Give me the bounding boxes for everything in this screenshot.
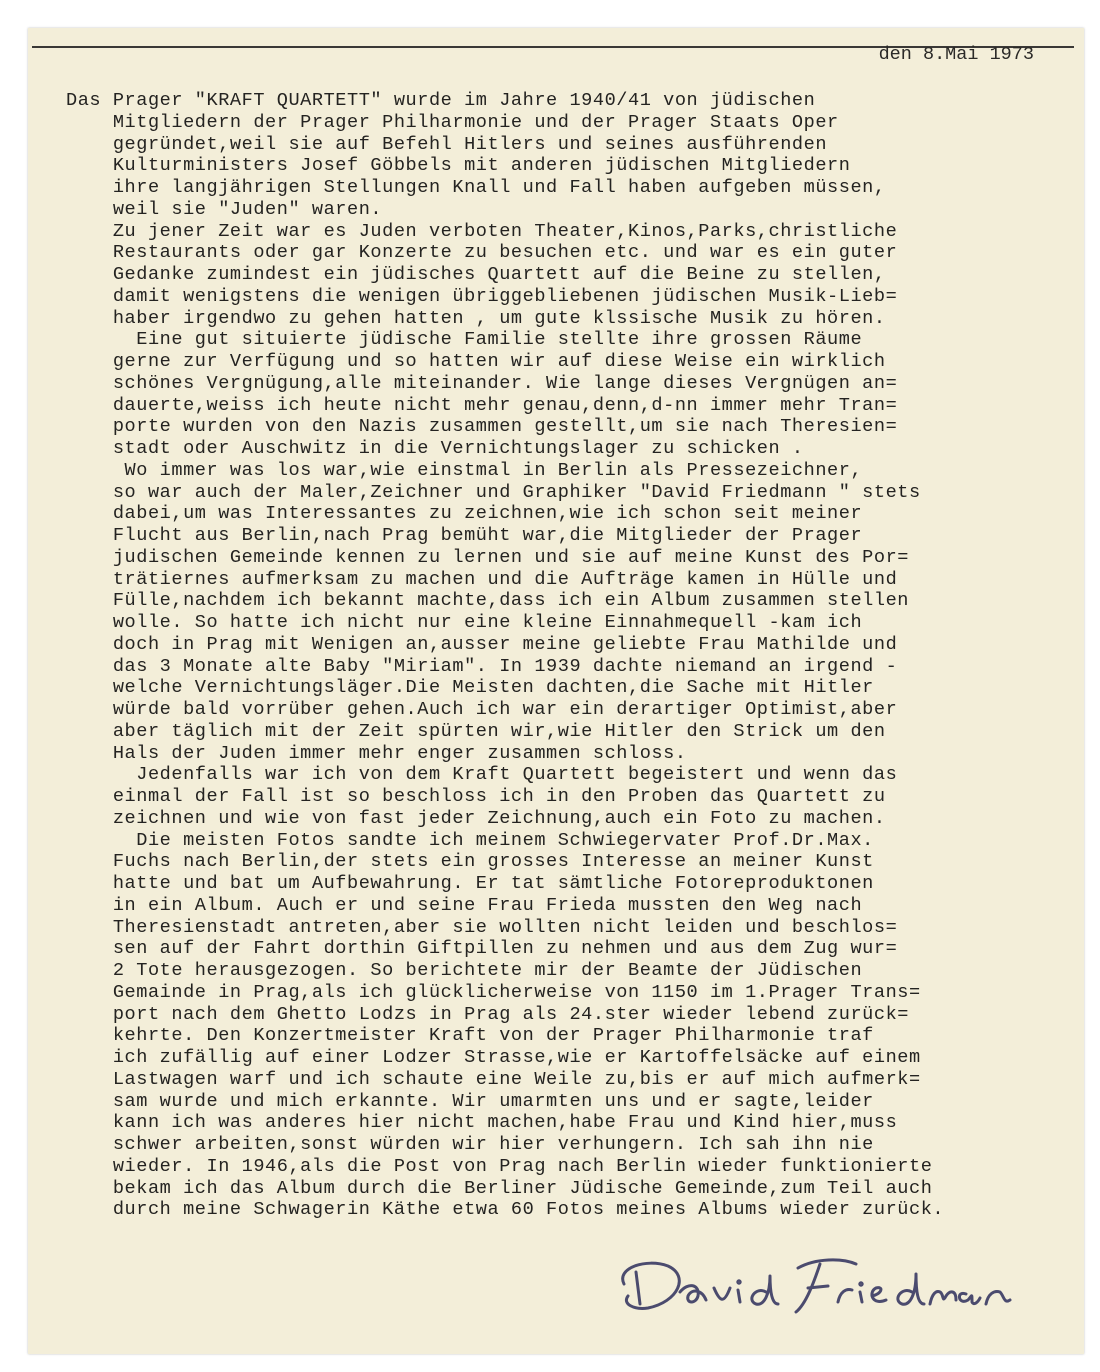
letter-line: damit wenigstens die wenigen übriggebliebenen jüdischen Musik-Lieb=: [66, 285, 898, 307]
letter-line: dabei,um was Interessantes zu zeichnen,wie ich schon seit meiner: [66, 503, 863, 525]
letter-line: welche Vernichtungsläger.Die Meisten dachten,die Sache mit Hitler: [66, 677, 874, 699]
letter-line: porte wurden von den Nazis zusammen gestellt,um sie nach Theresien=: [66, 416, 898, 438]
letter-line: Lastwagen warf und ich schaute eine Weile zu,bis er auf mich aufmerk=: [66, 1068, 921, 1090]
letter-body: [66, 90, 944, 1221]
letter-line: Mitgliedern der Prager Philharmonie und der Prager Staats Oper: [66, 111, 839, 133]
letter-line: Hals der Juden immer mehr enger zusammen schloss.: [66, 742, 687, 764]
letter-line: zeichnen und wie von fast jeder Zeichnung,auch ein Foto zu machen.: [66, 807, 886, 829]
letter-line: einmal der Fall ist so beschloss ich in den Proben das Quartett zu: [66, 786, 886, 807]
letter-line: kehrte. Den Konzertmeister Kraft von der Prager Philharmonie traf: [66, 1025, 874, 1047]
letter-page: [28, 28, 1084, 1354]
letter-line: aber täglich mit der Zeit spürten wir,wie Hitler den Strick um den: [66, 720, 886, 742]
letter-line: das 3 Monate alte Baby "Miriam". In 1939 dachte niemand an irgend -: [66, 655, 898, 677]
letter-line: Die meisten Fotos sandte ich meinem Schwiegervater Prof.Dr.Max.: [66, 829, 874, 851]
letter-line: schwer arbeiten,sonst würden wir hier verhungern. Ich sah ihn nie: [66, 1134, 874, 1155]
letter-line: dauerte,weiss ich heute nicht mehr genau,denn,d-nn immer mehr Tran=: [66, 394, 898, 416]
letter-line: Gedanke zumindest ein jüdisches Quartett auf die Beine zu stellen,: [66, 264, 886, 285]
letter-line: bekam ich das Album durch die Berliner Jüdische Gemeinde,zum Teil auch: [66, 1177, 933, 1199]
letter-line: Jedenfalls war ich von dem Kraft Quartett begeistert und wenn das: [66, 764, 898, 786]
letter-line: so war auch der Maler,Zeichner und Graphiker "David Friedmann " stets: [66, 481, 921, 503]
letter-line: würde bald vorrüber gehen.Auch ich war ein derartiger Optimist,aber: [66, 699, 898, 720]
letter-line: Wo immer was los war,wie einstmal in Berlin als Pressezeichner,: [66, 459, 863, 481]
letter-line: wieder. In 1946,als die Post von Prag nach Berlin wieder funktionierte: [66, 1155, 933, 1177]
letter-line: Eine gut situierte jüdische Familie stellte ihre grossen Räume: [66, 329, 863, 351]
letter-line: in ein Album. Auch er und seine Frau Frieda mussten den Weg nach: [66, 894, 863, 916]
letter-line: schönes Vergnügung,alle miteinander. Wie lange dieses Vergnügen an=: [66, 372, 898, 394]
letter-line: gegründet,weil sie auf Befehl Hitlers und seines ausführenden: [66, 133, 828, 155]
letter-line: 2 Tote herausgezogen. So berichtete mir der Beamte der Jüdischen: [66, 960, 863, 981]
letter-line: wolle. So hatte ich nicht nur eine kleine Einnahmequell -kam ich: [66, 612, 863, 633]
letter-line: Flucht aus Berlin,nach Prag bemüht war,die Mitglieder der Prager: [66, 525, 863, 546]
letter-line: Das Prager "KRAFT QUARTETT" wurde im Jahre 1940/41 von jüdischen: [66, 90, 816, 111]
letter-line: ich zufällig auf einer Lodzer Strasse,wie er Kartoffelsäcke auf einem: [66, 1047, 921, 1068]
letter-line: Fülle,nachdem ich bekannt machte,dass ich ein Album zusammen stellen: [66, 590, 909, 612]
letter-line: Theresienstadt antreten,aber sie wollten nicht leiden und beschlos=: [66, 916, 898, 938]
letter-line: kann ich was anderes hier nicht machen,habe Frau und Kind hier,muss: [66, 1112, 898, 1134]
letter-line: Fuchs nach Berlin,der stets ein grosses Interesse an meiner Kunst: [66, 851, 874, 873]
letter-line: trätiernes aufmerksam zu machen und die Aufträge kamen in Hülle und: [66, 568, 898, 590]
letter-line: doch in Prag mit Wenigen an,ausser meine geliebte Frau Mathilde und: [66, 633, 898, 655]
letter-line: Kulturministers Josef Göbbels mit anderen jüdischen Mitgliedern: [66, 155, 851, 177]
letter-line: haber irgendwo zu gehen hatten , um gute klssische Musik zu hören.: [66, 307, 886, 329]
letter-line: gerne zur Verfügung und so hatten wir auf diese Weise ein wirklich: [66, 351, 886, 372]
letter-line: judischen Gemeinde kennen zu lernen und sie auf meine Kunst des Por=: [66, 546, 909, 568]
letter-line: Gemainde in Prag,als ich glücklicherweise von 1150 im 1.Prager Trans=: [66, 981, 921, 1003]
letter-line: Zu jener Zeit war es Juden verboten Theater,Kinos,Parks,christliche: [66, 220, 898, 242]
letter-line: sen auf der Fahrt dorthin Giftpillen zu nehmen und aus dem Zug wur=: [66, 938, 898, 960]
letter-date: den 8.Mai 1973: [878, 44, 1034, 65]
letter-line: ihre langjährigen Stellungen Knall und Fall haben aufgeben müssen,: [66, 177, 886, 198]
letter-line: durch meine Schwagerin Käthe etwa 60 Fotos meines Albums wieder zurück.: [66, 1199, 945, 1221]
letter-line: stadt oder Auschwitz in die Vernichtungslager zu schicken .: [66, 438, 804, 459]
letter-line: sam wurde und mich erkannte. Wir umarmten uns und er sagte,leider: [66, 1090, 874, 1112]
letter-line: Restaurants oder gar Konzerte zu besuchen etc. und war es ein guter: [66, 242, 898, 264]
letter-line: hatte und bat um Aufbewahrung. Er tat sämtliche Fotoreproduktonen: [66, 873, 874, 894]
letter-line: weil sie "Juden" waren.: [66, 198, 383, 220]
handwritten-signature: [606, 1246, 1036, 1326]
letter-line: port nach dem Ghetto Lodzs in Prag als 24.ster wieder lebend zurück=: [66, 1003, 909, 1025]
